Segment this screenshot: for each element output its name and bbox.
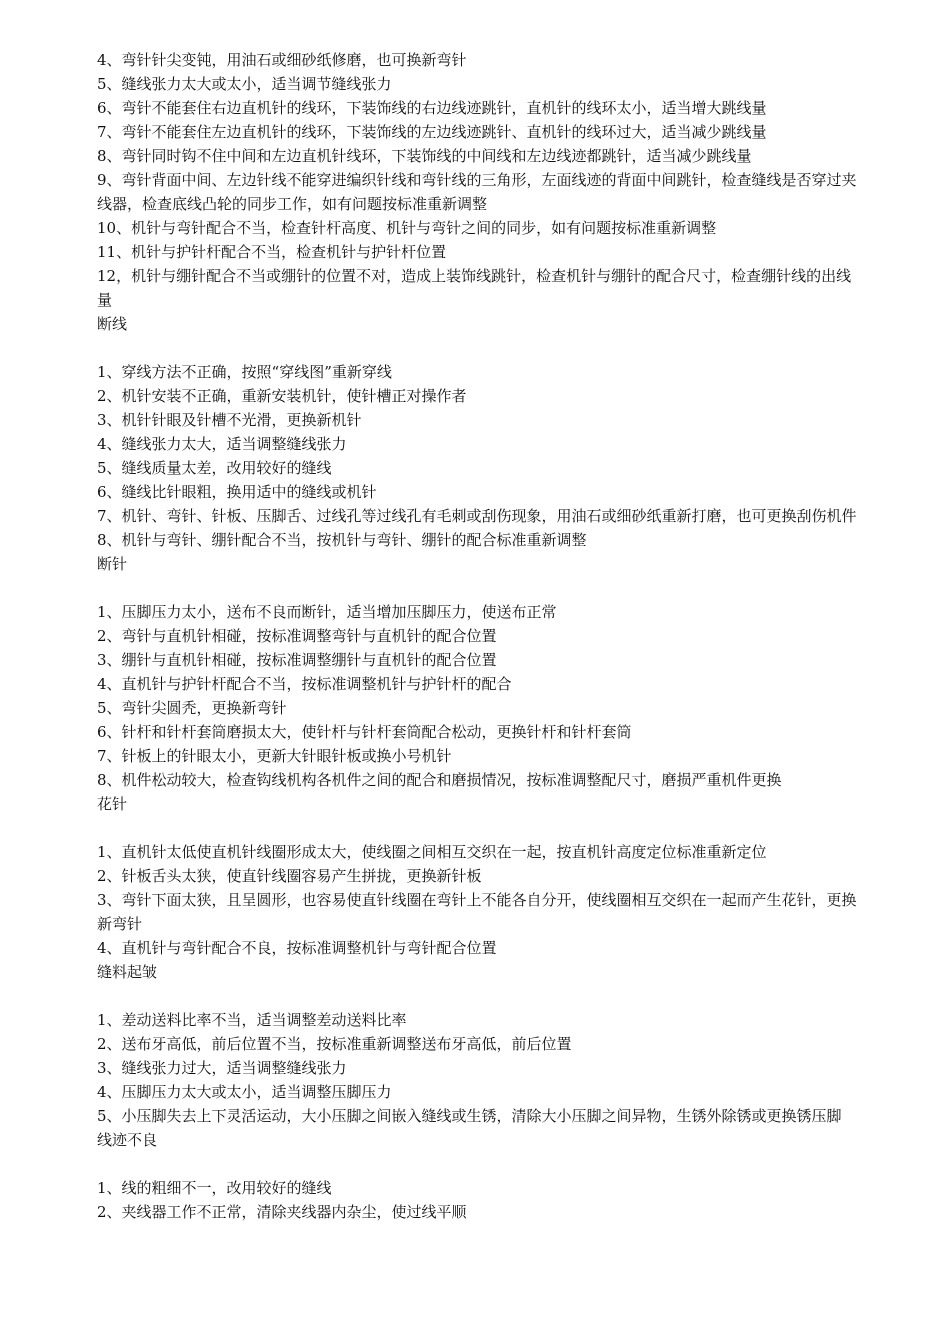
- list-item: 8、弯针同时钩不住中间和左边直机针线环，下装饰线的中间线和左边线迹都跳针，适当减少跳线量: [97, 147, 752, 165]
- list-item: 11、机针与护针杆配合不当，检查机针与护针杆位置: [97, 243, 447, 261]
- list-item: 4、直机针与护针杆配合不当，按标准调整机针与护针杆的配合: [97, 675, 512, 693]
- list-item: 5、缝线张力太大或太小，适当调节缝线张力: [97, 75, 392, 93]
- list-item: 7、针板上的针眼太小，更新大针眼针板或换小号机针: [97, 747, 452, 765]
- list-item: 6、缝线比针眼粗，换用适中的缝线或机针: [97, 483, 377, 501]
- section: [97, 1128, 857, 1224]
- list-item: 5、小压脚失去上下灵活运动，大小压脚之间嵌入缝线或生锈，清除大小压脚之间异物，生锈外除锈或更换锈压脚: [97, 1107, 842, 1125]
- document-body: [97, 48, 857, 1224]
- section: [97, 960, 857, 1128]
- section: [97, 312, 857, 552]
- list-item: 1、直机针太低使直机针线圈形成太大，使线圈之间相互交织在一起，按直机针高度定位标准重新定位: [97, 843, 767, 861]
- list-item: 12，机针与绷针配合不当或绷针的位置不对，造成上装饰线跳针，检查机针与绷针的配合尺寸，检查绷针线的出线量: [97, 267, 852, 309]
- list-item: 8、机件松动较大，检查钩线机构各机件之间的配合和磨损情况，按标准调整配尺寸，磨损严重机件更换: [97, 771, 782, 789]
- list-item: 6、弯针不能套住右边直机针的线环，下装饰线的右边线迹跳针，直机针的线环太小，适当增大跳线量: [97, 99, 767, 117]
- section-heading: 线迹不良: [97, 1131, 158, 1149]
- blank-line: [97, 576, 857, 600]
- list-item: 5、弯针尖圆秃，更换新弯针: [97, 699, 287, 717]
- list-item: 9、弯针背面中间、左边针线不能穿进编织针线和弯针线的三角形，左面线迹的背面中间跳针，检查缝线是否穿过夹线器，检查底线凸轮的同步工作，如有问题按标准重新调整: [97, 171, 857, 213]
- list-item: 3、缝线张力过大，适当调整缝线张力: [97, 1059, 347, 1077]
- list-item: 6、针杆和针杆套筒磨损太大，使针杆与针杆套筒配合松动，更换针杆和针杆套筒: [97, 723, 632, 741]
- list-item: 2、机针安装不正确，重新安装机针，使针槽正对操作者: [97, 387, 467, 405]
- blank-line: [97, 816, 857, 840]
- section-heading: 断线: [97, 315, 128, 333]
- list-item: 1、压脚压力太小，送布不良而断针，适当增加压脚压力，使送布正常: [97, 603, 557, 621]
- section: [97, 792, 857, 960]
- intro-list: [97, 48, 857, 312]
- list-item: 8、机针与弯针、绷针配合不当，按机针与弯针、绷针的配合标准重新调整: [97, 531, 587, 549]
- list-item: 7、弯针不能套住左边直机针的线环，下装饰线的左边线迹跳针、直机针的线环过大，适当减少跳线量: [97, 123, 767, 141]
- list-item: 4、压脚压力太大或太小，适当调整压脚压力: [97, 1083, 392, 1101]
- section-heading: 缝料起皱: [97, 963, 158, 981]
- list-item: 3、弯针下面太狭，且呈圆形，也容易使直针线圈在弯针上不能各自分开，使线圈相互交织在一起而产生花针，更换新弯针: [97, 891, 857, 933]
- list-item: 2、夹线器工作不正常，清除夹线器内杂尘，使过线平顺: [97, 1203, 467, 1221]
- list-item: 2、弯针与直机针相碰，按标准调整弯针与直机针的配合位置: [97, 627, 497, 645]
- section-list: [97, 312, 857, 1224]
- list-item: 10、机针与弯针配合不当，检查针杆高度、机针与弯针之间的同步，如有问题按标准重新调整: [97, 219, 717, 237]
- section: [97, 552, 857, 792]
- list-item: 4、弯针针尖变钝，用油石或细砂纸修磨，也可换新弯针: [97, 51, 467, 69]
- list-item: 1、线的粗细不一，改用较好的缝线: [97, 1179, 332, 1197]
- blank-line: [97, 984, 857, 1008]
- blank-line: [97, 336, 857, 360]
- list-item: 4、缝线张力太大，适当调整缝线张力: [97, 435, 347, 453]
- list-item: 4、直机针与弯针配合不良，按标准调整机针与弯针配合位置: [97, 939, 497, 957]
- blank-line: [97, 1152, 857, 1176]
- list-item: 1、穿线方法不正确，按照“穿线图”重新穿线: [97, 363, 392, 381]
- list-item: 5、缝线质量太差，改用较好的缝线: [97, 459, 332, 477]
- section-heading: 断针: [97, 555, 128, 573]
- list-item: 2、送布牙高低，前后位置不当，按标准重新调整送布牙高低，前后位置: [97, 1035, 572, 1053]
- list-item: 3、机针针眼及针槽不光滑，更换新机针: [97, 411, 362, 429]
- section-heading: 花针: [97, 795, 128, 813]
- list-item: 1、差动送料比率不当，适当调整差动送料比率: [97, 1011, 407, 1029]
- list-item: 3、绷针与直机针相碰，按标准调整绷针与直机针的配合位置: [97, 651, 497, 669]
- list-item: 2、针板舌头太狭，使直针线圈容易产生拼拢，更换新针板: [97, 867, 482, 885]
- list-item: 7、机针、弯针、针板、压脚舌、过线孔等过线孔有毛刺或刮伤现象，用油石或细砂纸重新打磨，也可更换刮伤机件: [97, 507, 857, 525]
